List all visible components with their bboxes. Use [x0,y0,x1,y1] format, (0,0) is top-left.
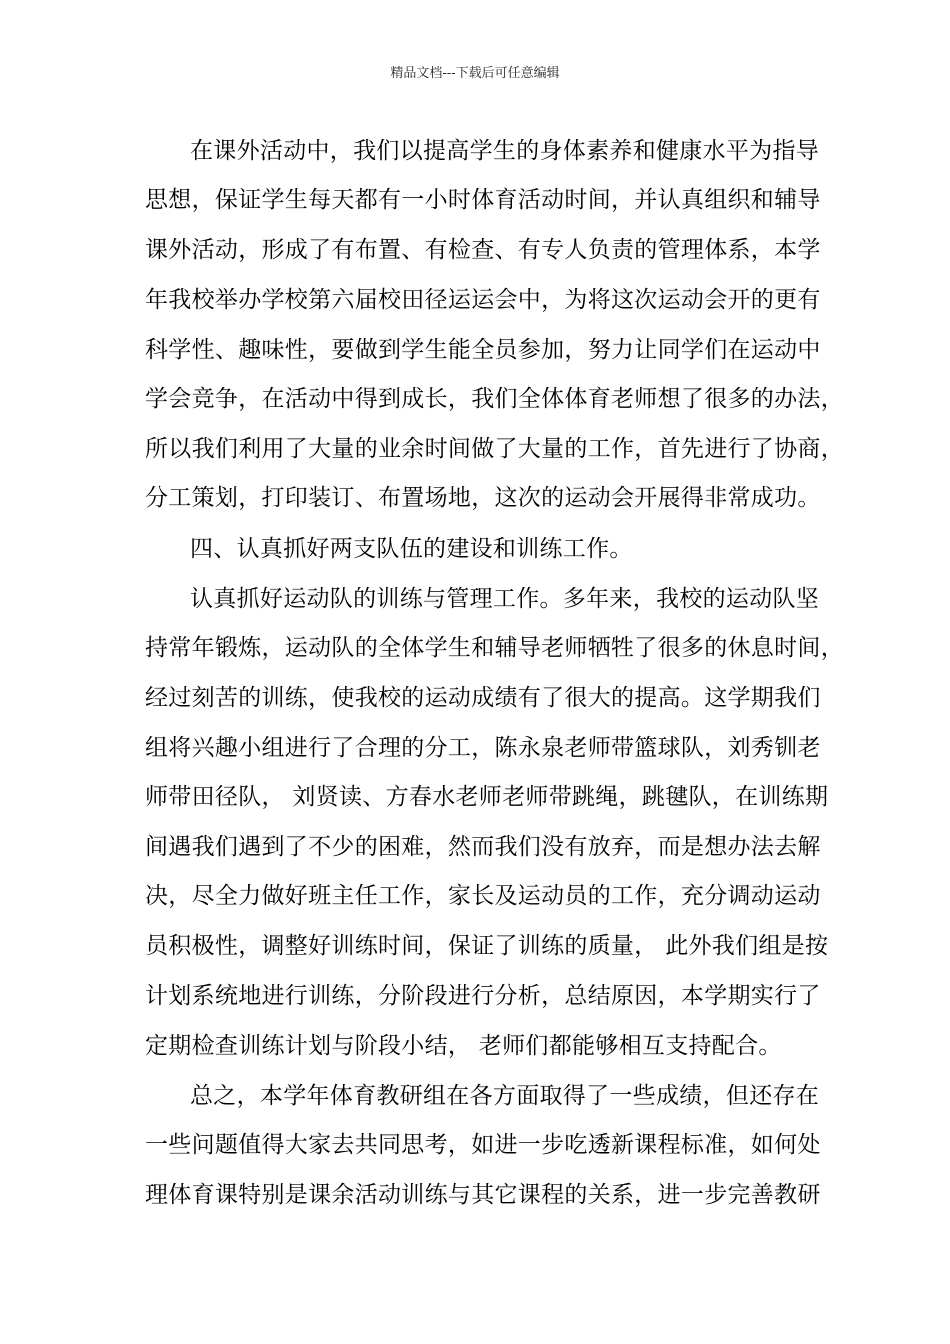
text-line: 思想，保证学生每天都有一小时体育活动时间，并认真组织和辅导 [145,187,821,213]
page-header: 精品文档---下载后可任意编辑 [390,66,560,81]
text-line: 课外活动，形成了有布置、有检查、有专人负责的管理体系，本学 [145,237,821,263]
text-line: 在课外活动中，我们以提高学生的身体素养和健康水平为指导 [190,138,820,164]
text-line: 决，尽全力做好班主任工作，家长及运动员的工作，充分调动运动 [145,883,821,909]
section-heading: 四、认真抓好两支队伍的建设和训练工作。 [190,536,633,562]
text-line: 学会竞争，在活动中得到成长，我们全体体育老师想了很多的办法， [145,386,844,412]
text-line: 组将兴趣小组进行了合理的分工，陈永泉老师带篮球队，刘秀钏老 [145,735,821,761]
text-line: 经过刻苦的训练，使我校的运动成绩有了很大的提高。这学期我们 [145,685,821,711]
text-line: 总之，本学年体育教研组在各方面取得了一些成绩，但还存在 [190,1083,820,1109]
text-line: 定期检查训练计划与阶段小结， 老师们都能够相互支持配合。 [145,1033,782,1059]
text-line: 认真抓好运动队的训练与管理工作。多年来，我校的运动队坚 [190,586,820,612]
text-line: 分工策划，打印装订、布置场地，这次的运动会开展得非常成功。 [145,485,821,511]
text-line: 师带田径队， 刘贤读、方春水老师老师带跳绳，跳毽队，在训练期 [145,784,829,810]
text-line: 持常年锻炼，运动队的全体学生和辅导老师牺牲了很多的休息时间， [145,635,844,661]
text-line: 计划系统地进行训练，分阶段进行分析，总结原因，本学期实行了 [145,983,821,1009]
text-line: 年我校举办学校第六届校田径运运会中，为将这次运动会开的更有 [145,287,821,313]
text-line: 一些问题值得大家去共同思考，如进一步吃透新课程标准，如何处 [145,1132,821,1158]
text-line: 所以我们利用了大量的业余时间做了大量的工作，首先进行了协商， [145,436,844,462]
text-line: 员积极性，调整好训练时间，保证了训练的质量， 此外我们组是按 [145,933,829,959]
text-line: 间遇我们遇到了不少的困难，然而我们没有放弃，而是想办法去解 [145,834,821,860]
text-line: 理体育课特别是课余活动训练与其它课程的关系，进一步完善教研 [145,1182,821,1208]
text-line: 科学性、趣味性，要做到学生能全员参加，努力让同学们在运动中 [145,337,821,363]
